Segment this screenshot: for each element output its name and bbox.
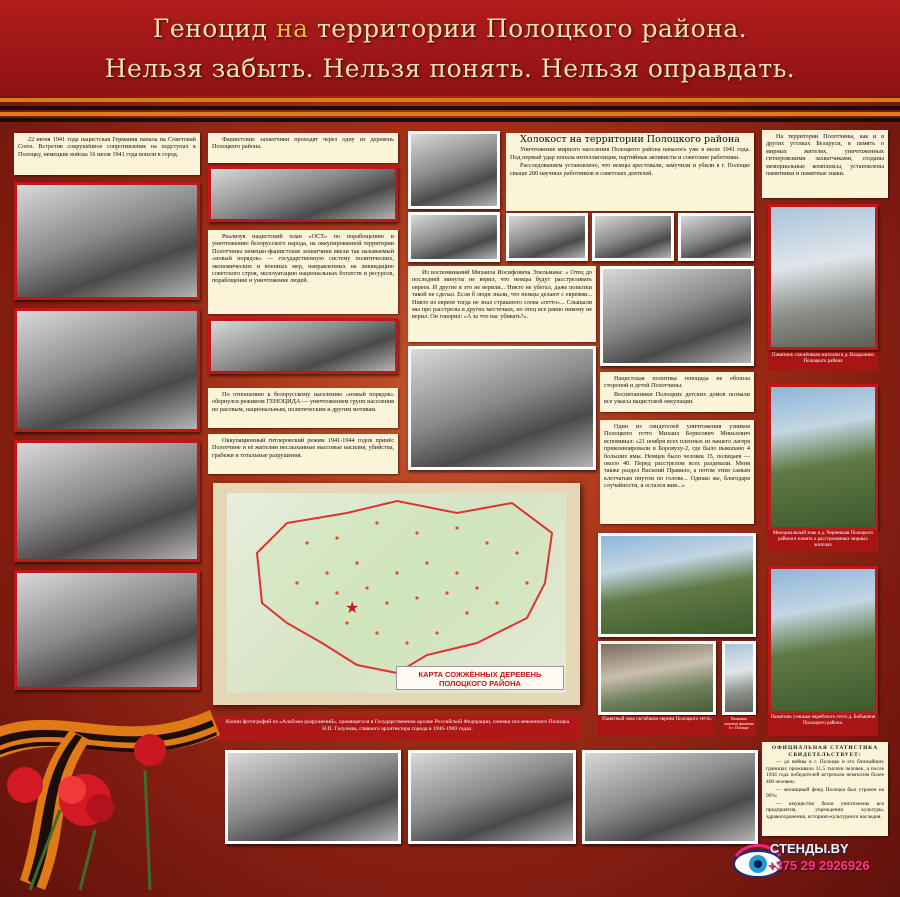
text-new-order-genocide: По отношению к белорусскому населению «новый порядок» обернулся режимом ГЕНОЦИДА — уничтожением групп населения по расовым, национальным, политическим и другим мотивам. (208, 388, 398, 428)
caption-small-monument: Памятник жертвам фашизма в г. Полоцке (722, 716, 756, 736)
caption-memorial-chernitskaya: Мемориальный знак в д. Черницкая Полоцкого района в память о расстрелянных мирных жителях (768, 530, 878, 552)
title-line-1: Геноцид на территории Полоцкого района. (152, 14, 748, 43)
map-burned-villages (213, 483, 580, 705)
photo-ghetto-houses (678, 213, 754, 261)
photo-memorial-cross (768, 384, 878, 530)
st-george-stripes (0, 98, 900, 124)
photo-village-march (208, 166, 398, 222)
map-label: КАРТА СОЖЖЁННЫХ ДЕРЕВЕНЬ ПОЛОЦКОГО РАЙОНА (396, 666, 564, 690)
photo-memorial-stone (598, 533, 756, 637)
photo-ghetto-memorial-sign (598, 641, 716, 715)
logo-phone: +375 29 2926926 (768, 858, 870, 873)
text-epelman-memoir: Из воспоминаний Михаила Иосифовича Эпельмана: « Отец до последней минуты не верил, что немцы будут расстреливать евреев. И другие в это не верили... Никто не убегал, даже попытки такой не сделал. Если б люди знали, что немцы делают с евреями... Никто из евреев тогда не знал страшного слова «гетто»... Слышали мы про расстрелы в других местечках, но отец все равно никому не верил. Он говорил: «А за что нас убивать?». (408, 266, 596, 342)
caption-memorial-vladychino: Памятник сожжённым жителям в д. Владычино Полоцкого района (768, 352, 878, 370)
photo-soldiers-bridge (14, 440, 200, 562)
text-holocaust: Холокост на территории Полоцкого района Уничтожение мирного населения Полоцкого района началось уже в июле 1941 года. Под первый удар попала интеллигенция, партийные активисты и советские работники. Расследованием установлено, что немцы арестовали, замучили и убили в г. Полоцке свыше 200 научных работников и советских деятелей. (506, 133, 754, 211)
photo-german-troops-street (14, 182, 200, 300)
title-line-2: Нельзя забыть. Нельзя понять. Нельзя оправдать. (104, 54, 796, 83)
header-banner (0, 0, 900, 96)
photo-ghetto-street (592, 213, 674, 261)
text-official-statistics: ОФИЦИАЛЬНАЯ СТАТИСТИКА СВИДЕТЕЛЬСТВУЕТ: — до войны в г. Полоцке и его ближайших границах проживало 31,5 тысячи человек, а после 1944 года победителей встречали немногим более 400 человек; — жилищный фонд Полоцка был утрачен на 96%; — имущество были уничтожены все предприятия, учреждения культуры, здравоохранения, историко-культурного наследия. (762, 742, 888, 836)
caption-ghetto-sign: Памятный знак погибшим евреям Полоцкого гетто. (598, 716, 716, 736)
photo-hanged-people (408, 212, 500, 262)
text-plan-ost: Реализуя нацистский план «ОСТ» по порабощению и уничтожению белорусского народа, на оккупированной территории Полотчины немецко-фашистские захватчики ввели так называемый «новый порядок» — государственную систему политических, экономических и военных мер, направленных на ликвидацию советского строя, эксплуатацию национальных богатств и ресурсов, порабощение и уничтожение людей. (208, 230, 398, 314)
photo-mass-execution (408, 346, 596, 470)
text-june-1941: 22 июня 1941 года нацистская Германия напала на Советский Союз. Встретив сокрушённое сопротивление на подступах к Полоцку, немецкие войска 16 июля 1941 года вошли в город. (14, 133, 200, 175)
photo-activists-sign (408, 131, 500, 209)
svg-text:★: ★ (345, 598, 360, 617)
text-photo-copies: Копии фотографий из «Альбома разрушений», хранящегося в Государственном архиве Российской Федерации, снимки послевоенного Полоцка Н.П. Галунова, главного архитектора города в 1946-1969 годах. (215, 716, 580, 740)
photo-ruined-buildings (582, 750, 758, 844)
st-george-ribbon-carnations (0, 690, 230, 897)
text-memorials: На территории Полотчины, как и в других уголках Беларуси, в память о мирных жителях, уничтоженных гитлеровскими захватчиками, созданы мемориальные комплексы, установлены памятники и памятные знаки. (762, 130, 888, 198)
logo-name: СТЕНДЫ.BY (770, 841, 849, 856)
photo-memorial-1942 (768, 204, 878, 350)
photo-small-monument (722, 641, 756, 715)
text-children-genocide: Нацистская политика геноцида не обошла стороной и детей Полотчины. Воспитанники Полоцких детских домов познали все ужасы нацистской оккупации. (600, 372, 754, 412)
photo-execution-line (208, 318, 398, 374)
map-image (227, 493, 566, 693)
text-ghetto-witness: Один из свидетелей уничтожения узников Полоцкого гетто Михаил Борисович Миньзович вспоминал: «21 ноября всех пленных из нашего лагеря приконвоировали в Боровуху-2, где было выкопано 4 больших ямы. Немцев было человек 15, полицаев — около 40. Перед расстрелом всех раздевали. Меня также раздел Василий Правило, а потом этим самым клетчатым пнутом по голове... Однако же, благодаря случайности, я остался жив...» (600, 420, 754, 524)
map-boundary (227, 493, 566, 693)
holocaust-title: Холокост на территории Полоцкого района (520, 134, 740, 145)
photo-ghetto-people (506, 213, 588, 261)
caption-memorial-bobynichi: Памятник узникам еврейского гетто д. Бобыничи Полоцкого района. (768, 714, 878, 736)
photo-ruined-church (225, 750, 401, 844)
photo-snow-ruins (408, 750, 576, 844)
text-fascists-village: Фашистские захватчики проходят через одну из деревень Полоцкого района. (208, 133, 398, 163)
photo-children-village (600, 266, 754, 366)
photo-muddy-road (14, 570, 200, 690)
text-occupation-regime: Оккупационный гитлеровский режим 1941-1944 годов принёс Полотчине и её жителям неслыханные массовые насилия, убийства, грабежи и тотальные разрушения. (208, 434, 398, 474)
photo-memorial-bobynichi (768, 566, 878, 714)
photo-ruined-city (14, 308, 200, 432)
